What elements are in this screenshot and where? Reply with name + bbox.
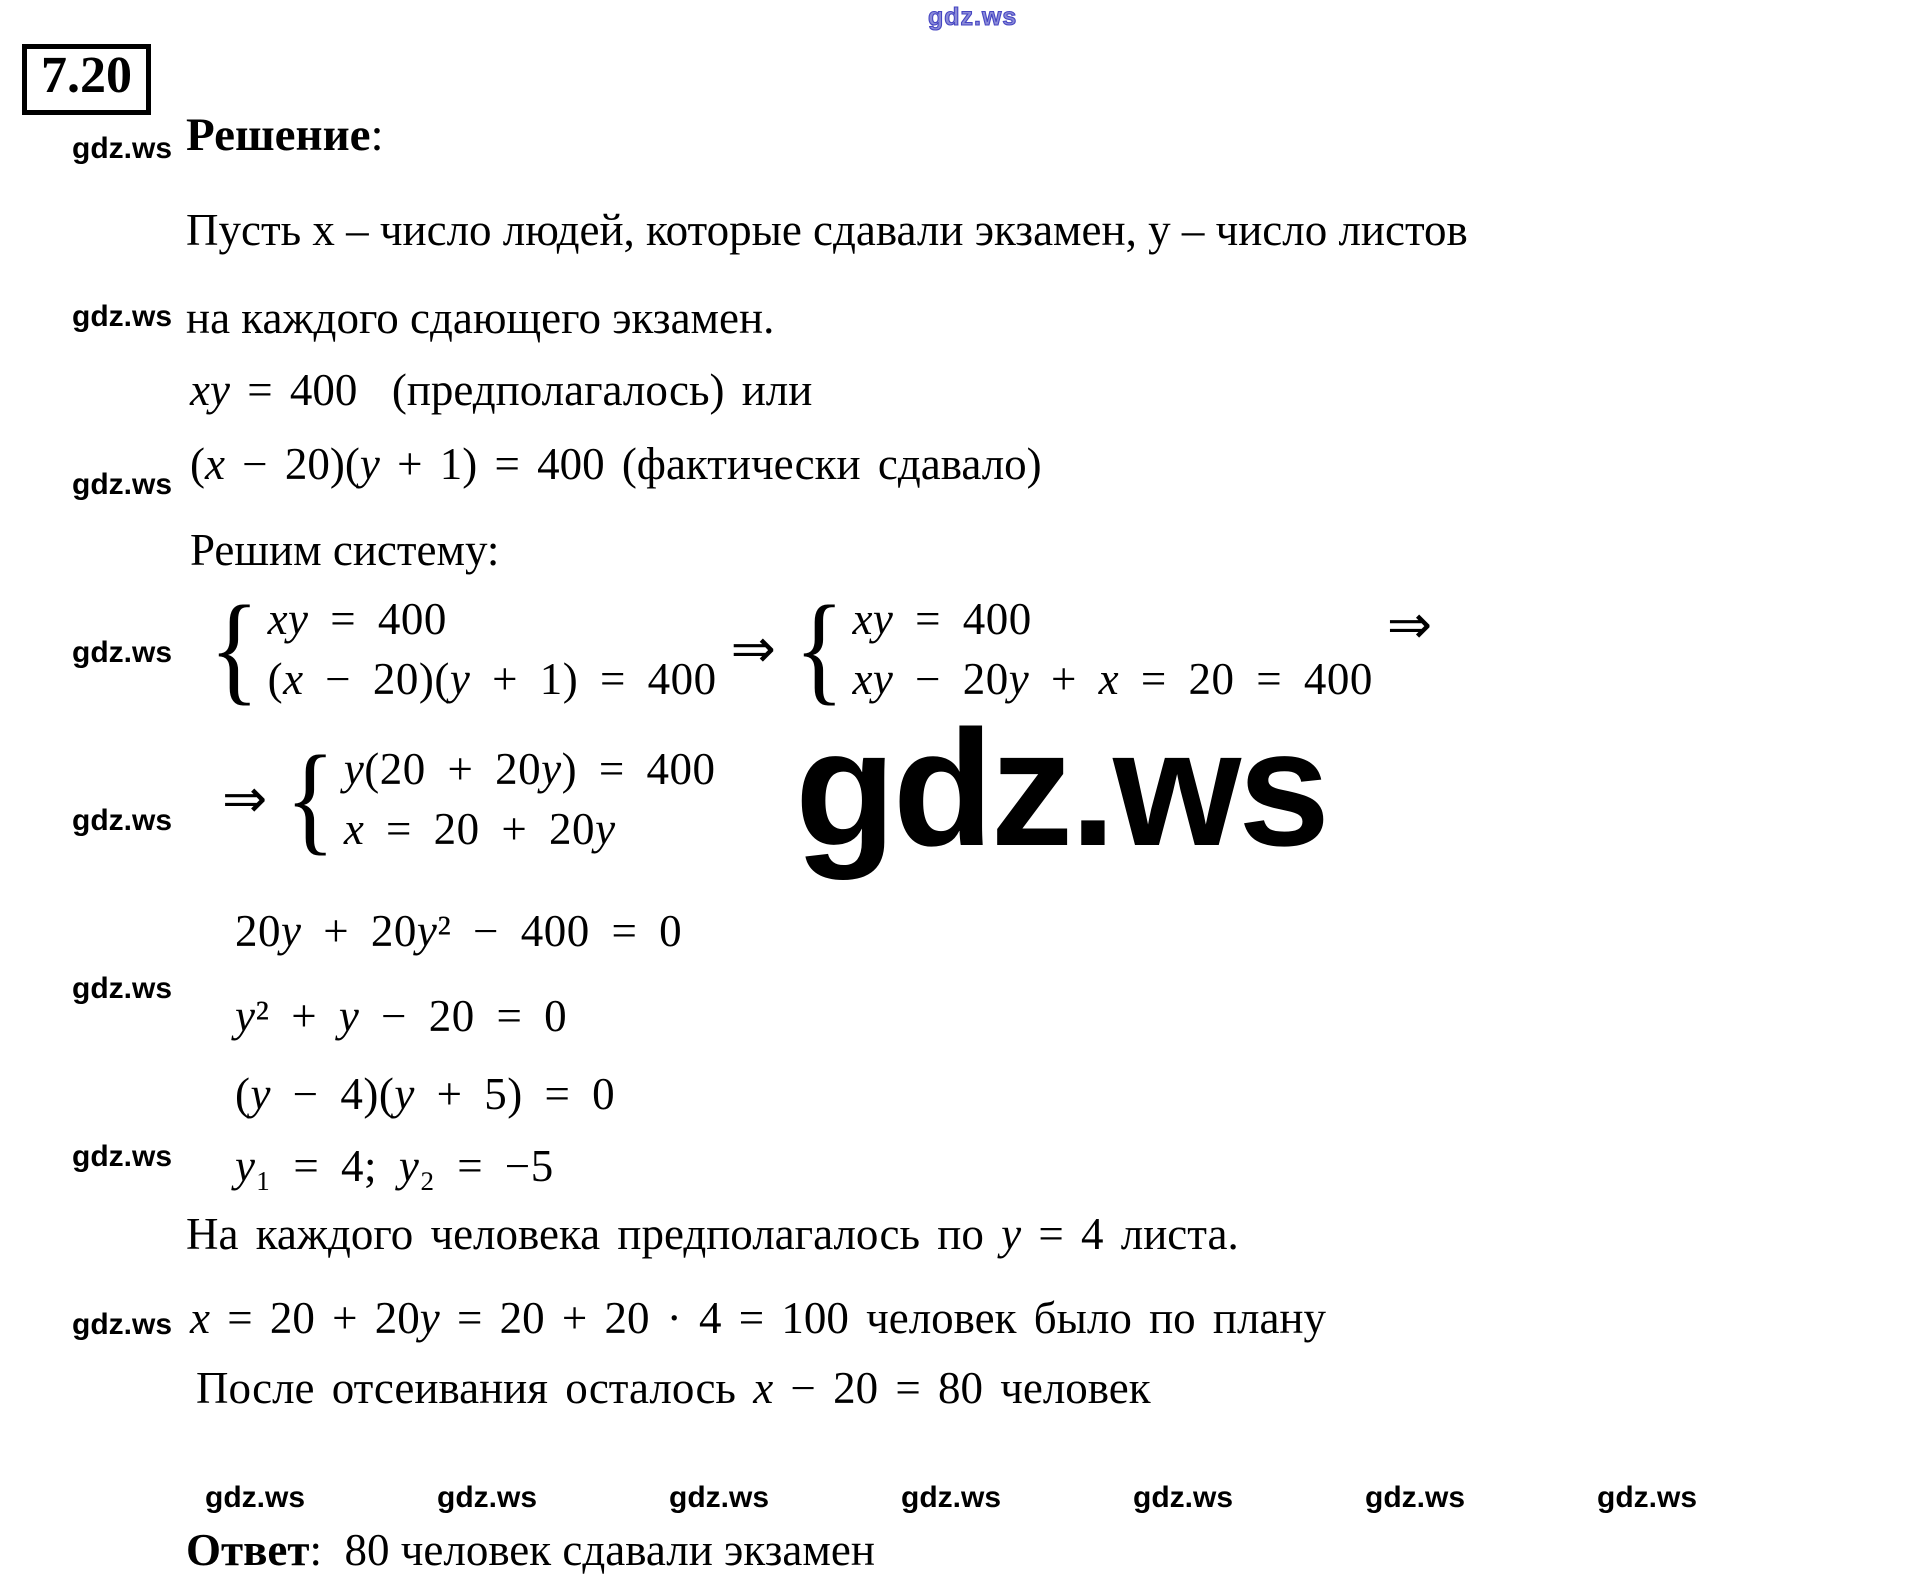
equation-actual: (x − 20)(y + 1) = 400 (фактически сдавало) — [190, 439, 1042, 489]
problem-number-box — [22, 44, 151, 115]
system-3-row-2: x = 20 + 20y — [343, 804, 616, 854]
system-3 — [281, 731, 716, 866]
side-watermark: gdz.ws — [72, 132, 173, 165]
left-brace: { — [794, 581, 845, 716]
side-watermark: gdz.ws — [72, 300, 173, 333]
bottom-watermark: gdz.ws — [205, 1481, 306, 1514]
equation-factored: (y − 4)(y + 5) = 0 — [235, 1069, 616, 1119]
side-watermark: gdz.ws — [72, 1308, 173, 1341]
system-1-lines — [268, 589, 717, 709]
intro-line-2: на каждого сдающего экзамен. — [186, 293, 775, 343]
solve-system-label: Решим систему: — [190, 525, 500, 575]
systems-row-2 — [222, 731, 716, 866]
systems-row-1 — [205, 581, 1446, 716]
system-3-row-1: y(20 + 20y) = 400 — [343, 744, 716, 794]
system-2 — [790, 581, 1373, 716]
bottom-watermark: gdz.ws — [1597, 1481, 1698, 1514]
side-watermark: gdz.ws — [72, 972, 173, 1005]
side-watermark: gdz.ws — [72, 1140, 173, 1173]
implies-arrow: ⇒ — [1386, 595, 1433, 655]
side-watermark: gdz.ws — [72, 804, 173, 837]
side-watermark: gdz.ws — [72, 636, 173, 669]
bottom-watermark: gdz.ws — [1133, 1481, 1234, 1514]
equation-expanded: 20y + 20y² − 400 = 0 — [235, 906, 683, 956]
system-2-row-1: xy = 400 — [852, 594, 1032, 644]
top-watermark: gdz.ws — [928, 3, 1018, 31]
bottom-watermark: gdz.ws — [437, 1481, 538, 1514]
x-calculation-line: x = 20 + 20y = 20 + 20 · 4 = 100 человек было по плану — [190, 1293, 1326, 1343]
implies-arrow: ⇒ — [730, 619, 776, 679]
system-2-lines — [852, 589, 1372, 709]
side-watermark: gdz.ws — [72, 468, 173, 501]
big-watermark: gdz.ws — [795, 696, 1328, 880]
left-brace: { — [285, 731, 336, 866]
system-2-row-2: xy − 20y + x = 20 = 400 — [852, 654, 1373, 704]
left-brace: { — [209, 581, 260, 716]
system-1 — [205, 581, 717, 716]
solution-heading: Решение: — [186, 109, 384, 161]
per-person-line: На каждого человека предполагалось по y = 4 листа. — [186, 1209, 1239, 1259]
bottom-watermark: gdz.ws — [901, 1481, 1002, 1514]
answer-line: Ответ: 80 человек сдавали экзамен — [186, 1525, 875, 1575]
equation-quadratic: y² + y − 20 = 0 — [235, 991, 568, 1041]
problem-number: 7.20 — [41, 47, 132, 104]
equation-roots: y₁ = 4; y₂ = −5 — [235, 1141, 554, 1191]
equation-assumed: xy = 400 (предполагалось) или — [190, 365, 813, 415]
implies-arrow: ⇒ — [222, 769, 268, 829]
system-1-row-1: xy = 400 — [267, 594, 447, 644]
bottom-watermark: gdz.ws — [1365, 1481, 1466, 1514]
system-3-lines — [344, 739, 716, 859]
bottom-watermark: gdz.ws — [669, 1481, 770, 1514]
remaining-line: После отсеивания осталось x − 20 = 80 человек — [196, 1363, 1151, 1413]
intro-line-1: Пусть x – число людей, которые сдавали экзамен, y – число листов — [186, 205, 1468, 255]
system-1-row-2: (x − 20)(y + 1) = 400 — [267, 654, 717, 704]
